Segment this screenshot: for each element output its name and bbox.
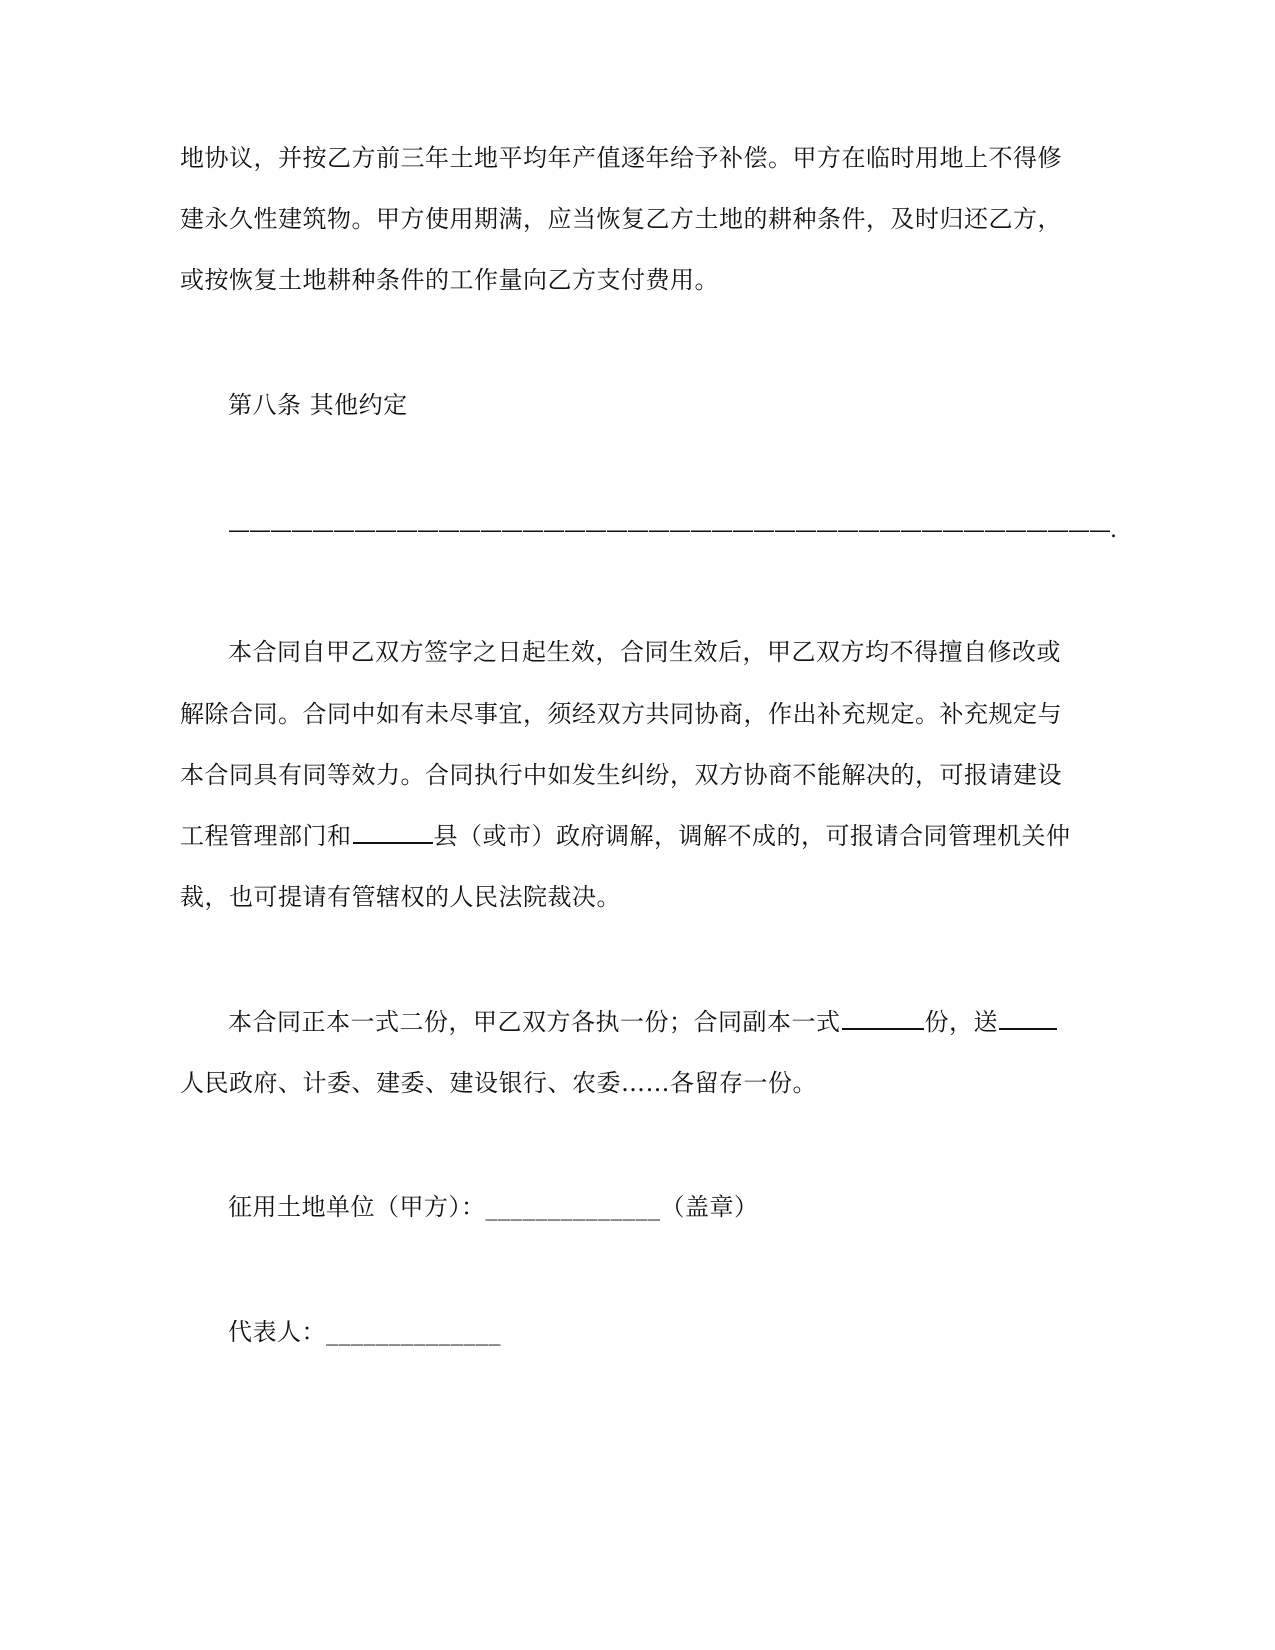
para2-line1: 本合同自甲乙双方签字之日起生效，合同生效后，甲乙双方均不得擅自修改或 bbox=[228, 638, 1061, 666]
para1-line3: 或按恢复土地耕种条件的工作量向乙方支付费用。 bbox=[180, 266, 719, 294]
party-a-label: 征用土地单位（甲方）： bbox=[228, 1193, 486, 1221]
para1-line1: 地协议，并按乙方前三年土地平均年产值逐年给予补偿。甲方在临时用地上不得修 bbox=[180, 144, 1062, 172]
representative-line bbox=[228, 1316, 501, 1348]
copies-blank bbox=[842, 1006, 924, 1030]
para1-line2: 建永久性建筑物。甲方使用期满，应当恢复乙方土地的耕种条件，及时归还乙方， bbox=[180, 205, 1062, 233]
para2-line4-pre: 工程管理部门和 bbox=[180, 822, 352, 850]
county-blank bbox=[353, 820, 433, 844]
party-a-blank: ______________ bbox=[485, 1193, 661, 1221]
para2-line3: 本合同具有同等效力。合同执行中如发生纠纷，双方协商不能解决的，可报请建设 bbox=[180, 761, 1062, 789]
para2-line2: 解除合同。合同中如有未尽事宜，须经双方共同协商，作出补充规定。补充规定与 bbox=[180, 700, 1062, 728]
para3-line1-pre: 本合同正本一式二份，甲乙双方各执一份；合同副本一式 bbox=[228, 1008, 841, 1036]
para2-line4-post: 县（或市）政府调解，调解不成的，可报请合同管理机关仲 bbox=[433, 822, 1071, 850]
seal-label: （盖章） bbox=[660, 1193, 759, 1221]
para3-line2: 人民政府、计委、建委、建设银行、农委……各留存一份。 bbox=[180, 1069, 817, 1097]
article8-heading: 第八条 其他约定 bbox=[228, 391, 408, 419]
representative-blank: ______________ bbox=[326, 1318, 501, 1346]
recipient-blank bbox=[999, 1006, 1057, 1030]
para2-line4 bbox=[180, 820, 1071, 852]
party-a-line bbox=[228, 1191, 759, 1223]
representative-label: 代表人： bbox=[228, 1318, 326, 1346]
para2-line5: 裁，也可提请有管辖权的人民法院裁决。 bbox=[180, 883, 621, 911]
article8-blank-line: ——————————————————————————————————————————. bbox=[228, 518, 1116, 543]
para3-line1 bbox=[228, 1006, 1058, 1038]
para3-line1-mid: 份，送 bbox=[924, 1008, 998, 1036]
